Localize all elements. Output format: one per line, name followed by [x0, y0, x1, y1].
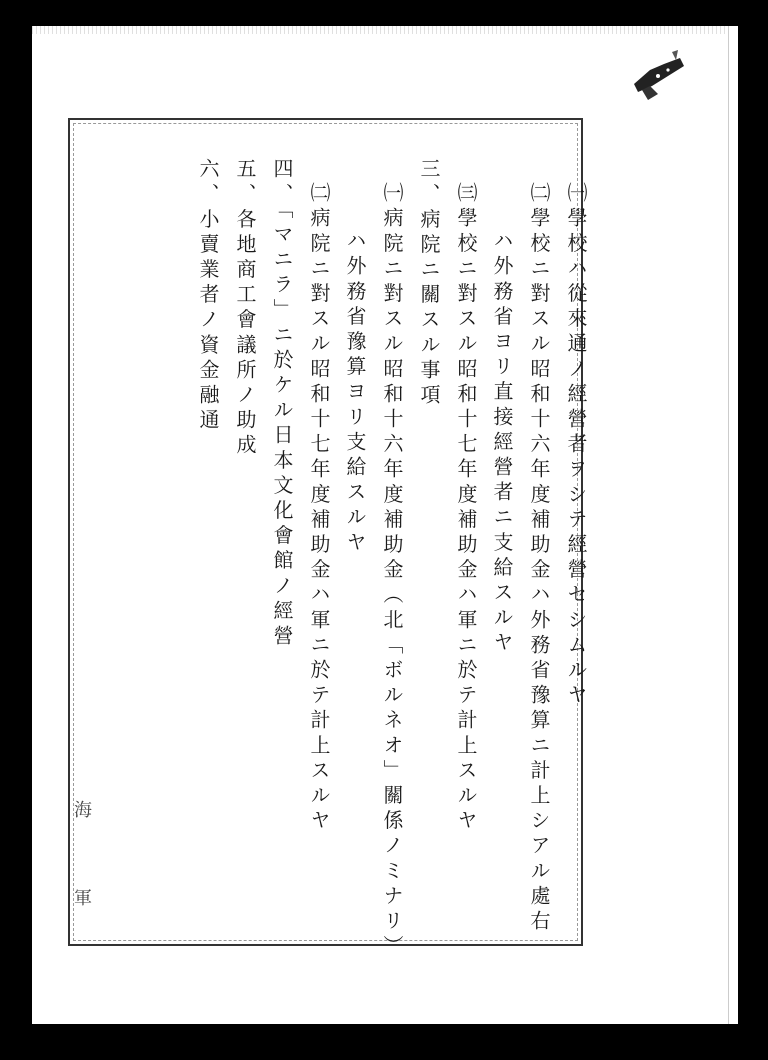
text-line-3: ハ外務省ヨリ直接經營者ニ支給スルヤ: [490, 230, 514, 657]
text-line-8: ㈡病院ニ對スル昭和十七年度補助金ハ軍ニ於テ計上スルヤ: [307, 182, 331, 835]
text-line-7: ハ外務省豫算ヨリ支給スルヤ: [343, 230, 367, 557]
text-line-1: ㈠學校ハ從來通ノ經營者ヲシテ經營セシムルヤ: [564, 182, 588, 710]
page-edge: [728, 26, 737, 1024]
section-heading-4: 四、「マニラ」ニ於ケル日本文化會館ノ經營: [270, 158, 294, 650]
section-heading-3: 三、病院ニ關スル事項: [417, 158, 441, 409]
section-heading-5: 五、各地商工會議所ノ助成: [233, 158, 257, 460]
section-heading-6: 六、小賣業者ノ資金融通: [196, 158, 220, 435]
text-line-6: ㈠病院ニ對スル昭和十六年度補助金（北「ボルネオ」關係ノミナリ）: [380, 182, 404, 961]
text-line-2: ㈡學校ニ對スル昭和十六年度補助金ハ外務省豫算ニ計上シアル處右: [527, 182, 551, 935]
margin-mark-2: 軍: [74, 888, 92, 909]
margin-mark-1: 海: [74, 800, 92, 821]
text-line-4: ㈢學校ニ對スル昭和十七年度補助金ハ軍ニ於テ計上スルヤ: [454, 182, 478, 835]
ink-stamp-mark: [628, 46, 688, 102]
scan-noise: [32, 26, 738, 34]
